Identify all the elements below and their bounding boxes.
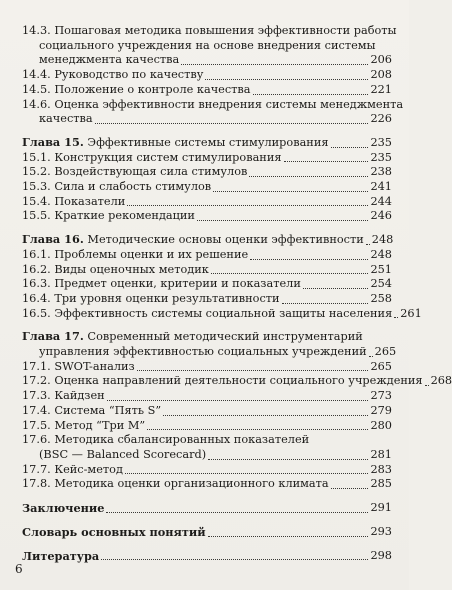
dot-leader [163,415,368,416]
toc-entry-title-text: 14.4. Руководство по качеству [22,68,204,82]
toc-entry-title-text: 17.8. Методика оценки организационного климата [22,477,329,491]
toc-entry-title-text: 16.2. Виды оценочных методик [22,262,209,276]
toc-entry-title [22,463,123,478]
toc-entry-row [22,151,392,166]
toc-chapter-entry[interactable] [22,135,392,151]
dot-leader [95,123,369,124]
toc-entry-row [22,306,422,322]
toc-page-number: 258 [370,291,392,305]
toc-entry-title [22,165,247,180]
toc-entry-title [22,83,251,98]
toc-entry-title [22,151,282,166]
toc-entry-title [22,263,209,278]
toc-entry-title: 17.6. Методика сбалансированных показателей [22,433,310,447]
toc-page-number: 206 [370,53,392,67]
toc-entry-row [22,360,392,375]
toc-entry-title-text: Заключение [22,501,105,516]
toc-page-number: 248 [370,247,392,261]
toc-page-number: 246 [370,209,392,223]
dot-leader [331,147,369,148]
toc-entry[interactable] [22,209,392,224]
dot-leader [107,400,369,401]
toc-entry-title [22,501,104,516]
dot-leader [125,473,369,474]
toc-page-number: 265 [374,345,397,359]
toc-entry-title-text: 16.5. Эффективность системы социальной защиты населения [22,306,393,320]
toc-entry-title-line [22,433,392,448]
toc-entry-title-text: 17.4. Система “Пять S” [22,403,162,417]
toc-page-number: 265 [370,359,392,373]
dot-leader [181,64,368,65]
dot-leader [208,536,369,537]
toc-entry-title-text: 16.3. Предмет оценки, критерии и показатели [22,277,301,291]
toc-entry-title-line [22,97,404,113]
toc-entry-row [22,448,392,463]
toc-entry-title-text: качества [39,112,93,126]
toc-chapter-entry[interactable] [22,329,397,359]
toc-entry-row [22,180,392,195]
toc-entry-title-text: 14.5. Положение о контроле качества [22,82,251,96]
toc-page-number: 268 [430,374,452,388]
toc-entry[interactable] [22,404,392,419]
toc-entry-title-text: 15.3. Сила и слабость стимулов [22,180,212,194]
dot-leader [249,176,368,177]
toc-entry-title-text: Методические основы оценки эффективности [83,233,364,247]
toc-entry-row [22,389,392,404]
toc-entry-title-text: 15.2. Воздействующая сила стимулов [22,165,248,179]
toc-entry-row [22,374,452,389]
toc-page-number: 226 [370,112,392,126]
dot-leader [253,94,369,95]
dot-leader [284,161,369,162]
toc-page-number: 261 [400,306,422,320]
toc-entry-title: Современный методический инструментарий [83,330,363,344]
section-gap [22,321,392,329]
toc-entry-title-line [22,329,392,345]
toc-entry-title [22,374,423,389]
toc-entry-row [22,83,392,98]
chapter-label: Глава 15. [22,134,84,149]
toc-page-number: 291 [370,501,392,515]
toc-entry[interactable] [22,419,392,434]
toc-entry-title-text: 16.1. Проблемы оценки и их решение [22,247,249,261]
toc-entry-title [22,195,125,210]
toc-page-number: 251 [370,262,392,276]
toc-page-number: 241 [370,180,392,194]
dot-leader [394,317,398,318]
toc-entry[interactable] [22,195,392,210]
toc-entry-title [22,404,161,419]
toc-entry-title [22,292,280,307]
toc-entry-title [22,135,329,151]
toc-entry[interactable] [22,263,392,278]
toc-entry-title [39,53,179,68]
dot-leader [425,385,429,386]
toc-page-number: 273 [370,389,392,403]
toc-entry-title-text: 15.1. Конструкция систем стимулирования [22,150,282,164]
toc-entry-title-text: управления эффективностью социальных учреждений [39,345,367,359]
section-gap [22,224,392,232]
chapter-label: Глава 17. [22,329,84,344]
toc-entry-row [22,68,392,83]
toc-page-number: 235 [370,150,392,164]
toc-entry-title-text: 17.2. Оценка направлений деятельности социального учреждения [22,374,423,388]
toc-entry-title-text: 15.5. Краткие рекомендации [22,209,195,223]
toc-entry-row [22,165,392,180]
dot-leader [331,488,369,489]
toc-entry-title [22,419,145,434]
toc-entry[interactable] [22,292,392,307]
toc-entry-row [22,345,397,360]
section-gap [22,492,392,501]
toc-page-number: 281 [370,447,392,461]
toc-entry-title [22,248,248,263]
toc-page-number: 244 [370,194,392,208]
table-of-contents [22,24,452,563]
toc-page-number: 208 [370,68,392,82]
toc-entry[interactable] [22,477,392,492]
toc-entry-title: 14.6. Оценка эффективности внедрения системы менеджмента [22,97,404,111]
toc-entry-title-text: (BSC — Balanced Scorecard) [39,447,207,461]
toc-entry-row [22,232,392,248]
dot-leader [147,429,368,430]
toc-entry-title-text: Словарь основных понятий [22,524,206,539]
toc-entry-title-text: 16.4. Три уровня оценки результативности [22,291,280,305]
toc-entry-title-text: 17.1. SWOT-анализ [22,359,135,373]
toc-entry-title-line [22,24,397,39]
toc-page-number: 248 [371,233,394,247]
toc-entry-title [22,180,211,195]
toc-page-number: 254 [370,277,392,291]
toc-entry-row [22,112,392,127]
toc-entry-title [22,232,364,248]
toc-entry-title [39,112,93,127]
dot-leader [213,191,368,192]
toc-entry-row [22,263,392,278]
toc-entry-title [22,360,135,375]
toc-entry-row [22,525,392,540]
toc-entry-row [22,463,392,478]
page-number: 6 [15,562,23,576]
toc-entry[interactable] [22,68,392,83]
toc-entry[interactable] [22,374,452,389]
dot-leader [137,370,369,371]
dot-leader [211,273,369,274]
toc-chapter-entry[interactable] [22,232,392,248]
toc-entry-row [22,135,392,151]
section-gap [22,540,392,549]
toc-entry-title-line [22,39,392,54]
toc-entry-title [39,345,367,360]
toc-entry-title [22,277,301,292]
toc-entry-row [22,195,392,210]
toc-page-number: 238 [370,165,392,179]
toc-page-number: 235 [370,135,392,149]
toc-entry[interactable] [22,151,392,166]
dot-leader [282,303,369,304]
toc-entry[interactable] [22,525,392,540]
toc-entry-title [22,477,329,492]
toc-entry-title [22,209,195,224]
chapter-label: Глава 16. [22,232,84,247]
toc-page-number: 280 [370,418,392,432]
toc-entry-title [22,549,99,564]
dot-leader [303,288,369,289]
toc-entry[interactable] [22,549,392,564]
toc-entry-title-text: 15.4. Показатели [22,194,126,208]
dot-leader [369,356,373,357]
toc-entry-title [39,448,206,463]
toc-entry-title: 14.3. Пошаговая методика повышения эффективности работы [22,24,397,37]
section-gap [22,516,392,525]
toc-entry-row [22,209,392,224]
toc-entry-row [22,292,392,307]
dot-leader [106,512,368,513]
toc-entry[interactable] [22,180,392,195]
toc-entry-row [22,477,392,492]
dot-leader [101,559,368,560]
toc-entry[interactable] [22,463,392,478]
toc-entry-row [22,277,392,292]
toc-entry-title-text: Литература [22,548,100,563]
dot-leader [197,220,368,221]
dot-leader [250,259,368,260]
toc-entry-title [22,525,206,540]
toc-entry[interactable] [22,360,392,375]
dot-leader [205,79,368,80]
toc-page-number: 293 [370,524,392,538]
toc-entry-row [22,419,392,434]
toc-entry-title [22,307,392,322]
dot-leader [127,205,368,206]
toc-entry-row [22,501,392,516]
dot-leader [208,459,368,460]
toc-entry-row [22,549,392,564]
toc-entry[interactable] [22,165,392,180]
toc-page-number: 221 [370,82,392,96]
toc-entry-title [22,68,203,83]
toc-entry-title-text: 17.3. Кайдзен [22,389,105,403]
toc-page-number: 285 [370,477,392,491]
toc-entry[interactable] [22,389,392,404]
section-gap [22,127,392,135]
toc-entry-title-text: 17.7. Кейс-метод [22,462,123,476]
toc-entry[interactable] [22,97,404,127]
toc-entry[interactable] [22,306,422,322]
toc-entry-row [22,53,392,68]
toc-entry-title [22,389,105,404]
dot-leader [366,244,370,245]
toc-entry-title: социального учреждения на основе внедрения системы [39,38,376,52]
toc-entry-title-text: 17.5. Метод “Три М” [22,418,146,432]
toc-page-number: 279 [370,403,392,417]
toc-entry[interactable] [22,277,392,292]
toc-entry-title-text: Эффективные системы стимулирования [83,135,329,149]
toc-page-number: 283 [370,462,392,476]
toc-page-number: 298 [370,548,392,562]
toc-entry-title-text: менеджмента качества [39,53,180,67]
toc-entry[interactable] [22,501,392,516]
toc-entry-row [22,404,392,419]
toc-entry[interactable] [22,433,392,462]
toc-entry-row [22,248,392,263]
toc-entry[interactable] [22,248,392,263]
toc-entry[interactable] [22,24,397,68]
toc-entry[interactable] [22,83,392,98]
